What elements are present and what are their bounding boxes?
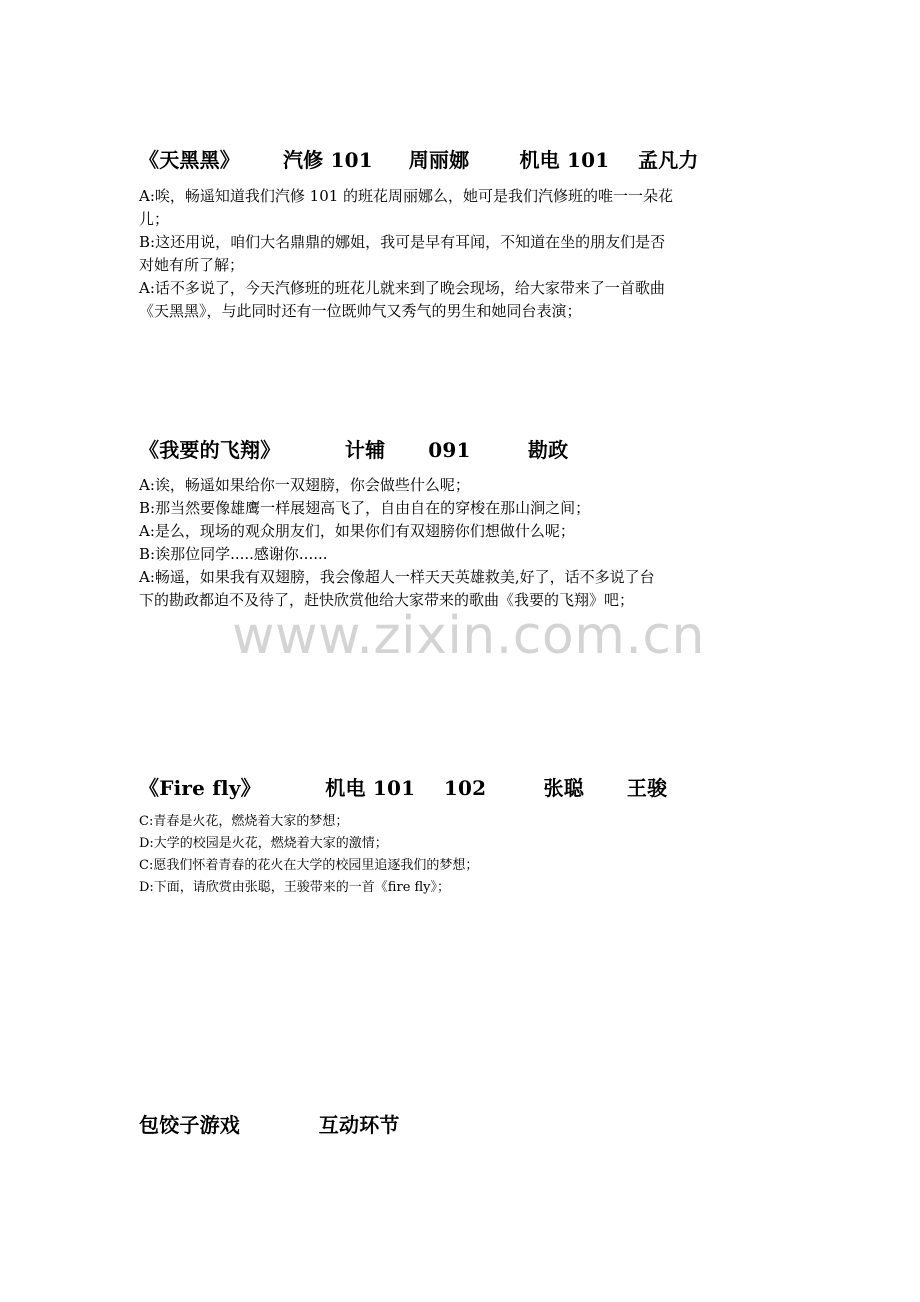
dialogue-tianheihei <box>139 185 784 323</box>
dialogue-line: C:愿我们怀着青春的花火在大学的校园里追逐我们的梦想； <box>139 858 479 873</box>
dialogue-line: B:诶那位同学.....感谢你...... <box>139 545 328 563</box>
dialogue-line: C:青春是火花，燃烧着大家的梦想； <box>139 814 349 829</box>
dialogue-line: D:下面，请欣赏由张聪，王骏带来的一首《fire fly》； <box>139 880 451 895</box>
section-heading-game: 包饺子游戏 互动环节 <box>139 1113 400 1137</box>
dialogue-line: 下的勘政都迫不及待了，赶快欣赏他给大家带来的歌曲《我要的飞翔》吧； <box>139 591 635 609</box>
dialogue-line: A:话不多说了，今天汽修班的班花儿就来到了晚会现场，给大家带来了一首歌曲 <box>139 279 665 297</box>
dialogue-line: A:诶，畅遥如果给你一双翅膀，你会做些什么呢； <box>139 476 470 494</box>
dialogue-line: A:唉，畅遥知道我们汽修 101 的班花周丽娜么，她可是我们汽修班的唯一一朵花 <box>139 187 674 205</box>
section-heading-tianheihei: 《天黑黑》 汽修 101 周丽娜 机电 101 孟凡力 <box>139 148 699 172</box>
dialogue-line: B:这还用说，咱们大名鼎鼎的娜姐，我可是早有耳闻，不知道在坐的朋友们是否 <box>139 233 666 251</box>
section-heading-woyaodefeixiang: 《我要的飞翔》 计辅 091 勘政 <box>139 438 569 462</box>
dialogue-woyaodefeixiang <box>139 474 784 612</box>
dialogue-firefly <box>139 811 784 899</box>
dialogue-line: 《天黑黑》，与此同时还有一位既帅气又秀气的男生和她同台表演； <box>139 302 582 320</box>
section-heading-firefly: 《Fire fly》 机电 101 102 张聪 王骏 <box>139 776 668 800</box>
dialogue-line: B:那当然要像雄鹰一样展翅高飞了，自由自在的穿梭在那山涧之间； <box>139 499 591 517</box>
dialogue-line: A:畅遥，如果我有双翅膀，我会像超人一样天天英雄救美,好了，话不多说了台 <box>139 568 655 586</box>
dialogue-line: D:大学的校园是火花，燃烧着大家的激情； <box>139 836 388 851</box>
dialogue-line: A:是么，现场的观众朋友们，如果你们有双翅膀你们想做什么呢； <box>139 522 575 540</box>
dialogue-line: 儿； <box>139 210 170 228</box>
dialogue-line: 对她有所了解； <box>139 256 245 274</box>
watermark: www.zixin.com.cn <box>232 606 705 666</box>
